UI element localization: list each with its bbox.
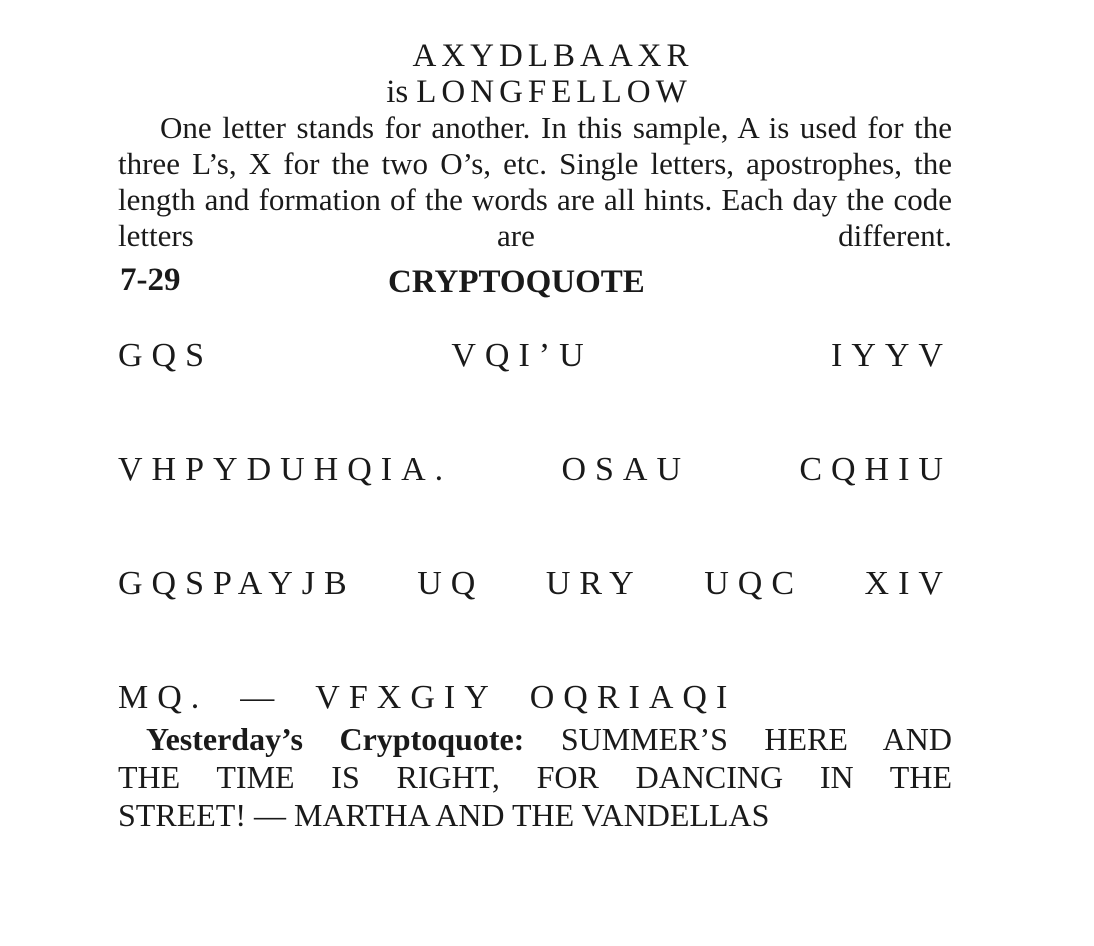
- cipher-text: [118, 336, 952, 718]
- cipher-word: VFXGIY: [315, 679, 498, 716]
- cipher-word: XIV: [864, 565, 952, 602]
- cipher-word: UQ: [417, 565, 485, 602]
- cipher-line: [118, 564, 952, 604]
- cipher-line: [118, 450, 952, 490]
- answer-label: Yesterday’s Cryptoquote:: [146, 721, 525, 757]
- instructions: [118, 110, 952, 254]
- cipher-word: GQSPAYJB: [118, 565, 356, 602]
- cipher-word: MQ.: [118, 679, 209, 716]
- cipher-word: URY: [545, 565, 643, 602]
- cipher-dash: —: [240, 679, 284, 716]
- answer-line-1: SUMMER’S HERE AND: [560, 721, 953, 757]
- cipher-word: OSAU: [561, 451, 691, 488]
- sample-is-label: is: [386, 74, 409, 110]
- sample-key: [118, 38, 952, 110]
- answer-line-3: STREET! — MARTHA AND THE VANDELLAS: [118, 797, 770, 833]
- answer-line-2: THE TIME IS RIGHT, FOR DANCING IN THE: [118, 759, 952, 795]
- cipher-word: UQC: [704, 565, 804, 602]
- yesterdays-answer: [118, 720, 952, 834]
- puzzle-header: [118, 260, 952, 316]
- instructions-text: One letter stands for another. In this sample, A is used for the three L’s, X for the two O’s, etc. Single letters, apostrophes, the length and formation of the words are all hints. Each day the code letters are different.: [118, 110, 952, 253]
- cipher-line: [118, 678, 952, 718]
- cipher-word: VHPYDUHQIA.: [118, 451, 453, 488]
- sample-code: AXYDLBAAXR: [412, 38, 694, 74]
- cipher-word: OQRIAQI: [529, 679, 737, 716]
- cryptoquote-puzzle: [118, 38, 952, 834]
- sample-plain: LONGFELLOW: [416, 74, 692, 110]
- cipher-word: GQS: [118, 337, 214, 374]
- cipher-word: CQHIU: [799, 451, 952, 488]
- puzzle-title: CRYPTOQUOTE: [388, 264, 645, 300]
- cipher-word: VQI’U: [451, 337, 593, 374]
- cipher-word: IYYV: [831, 337, 952, 374]
- cipher-line: [118, 336, 952, 376]
- puzzle-number: 7-29: [120, 262, 181, 298]
